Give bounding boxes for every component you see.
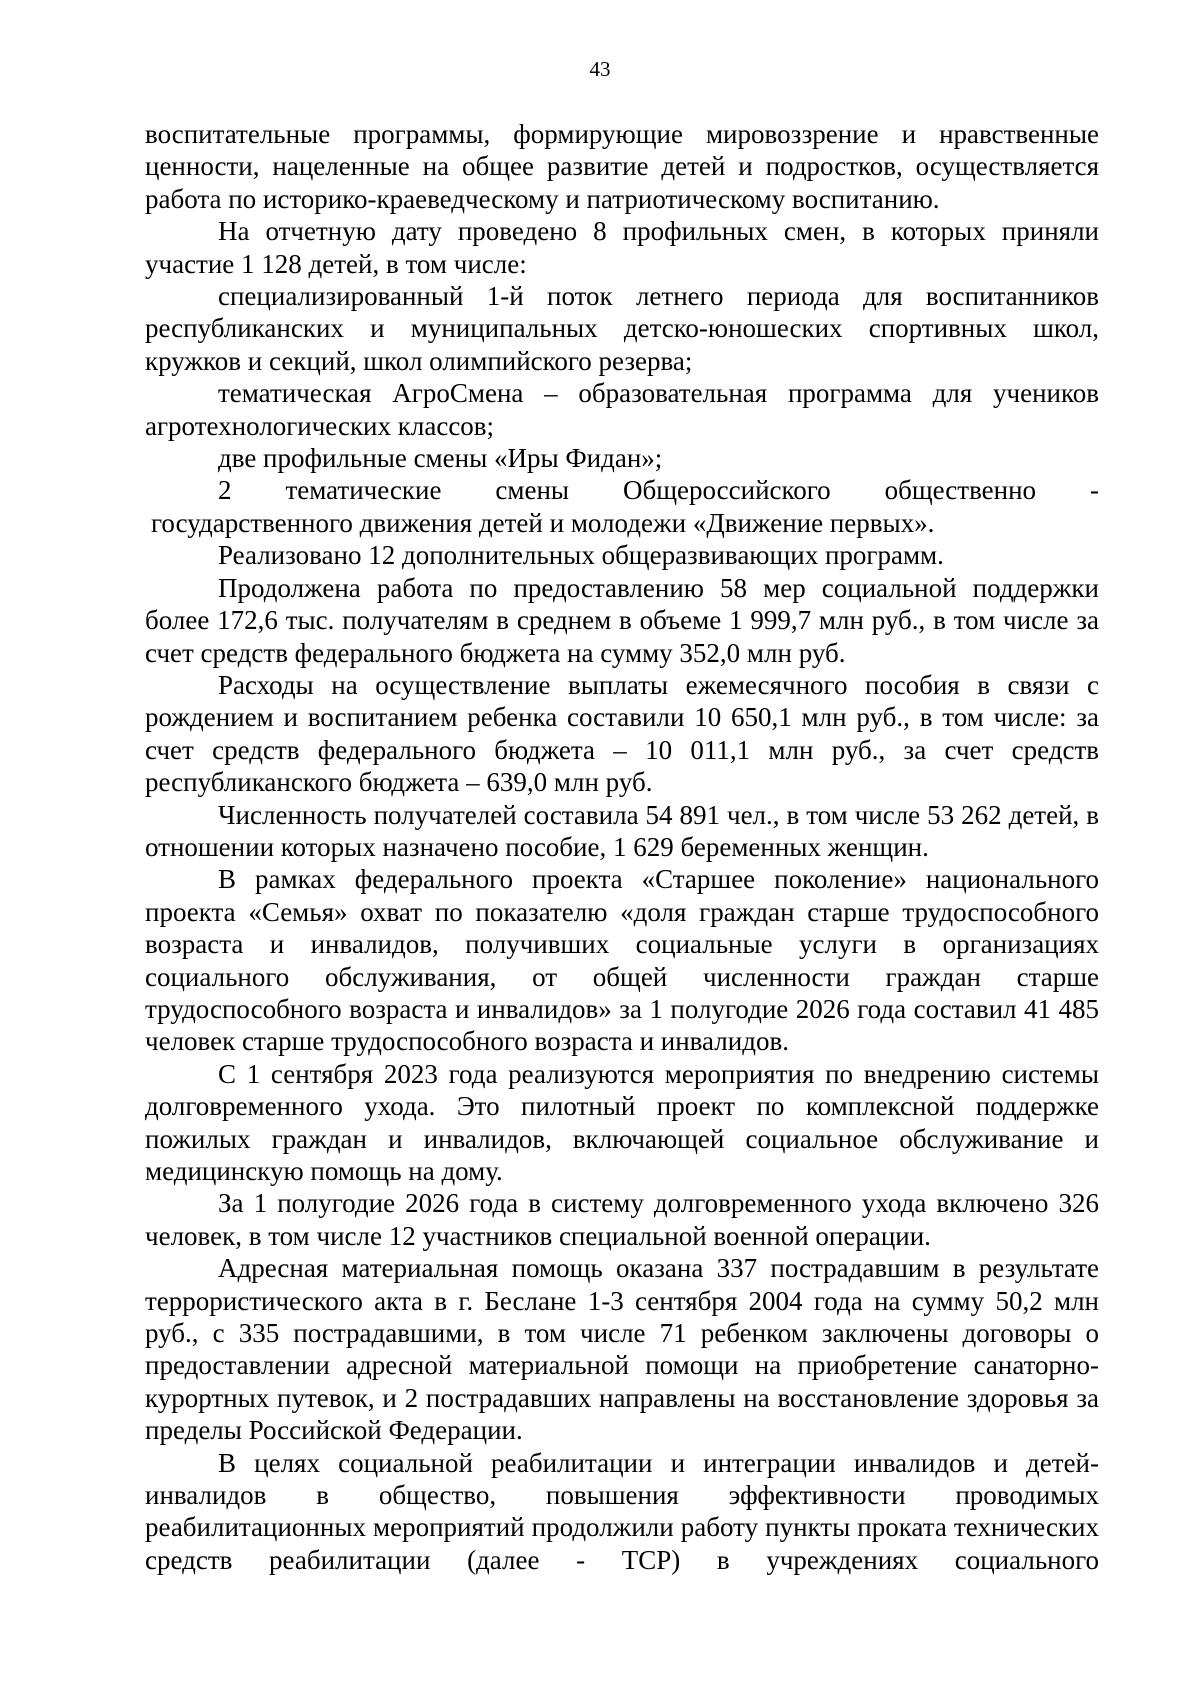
paragraph-shift-agro: тематическая АгроСмена – образовательная программа для учеников агротехнологических классов;	[145, 378, 1099, 441]
paragraph-recipients: Численность получателей составила 54 891 чел., в том числе 53 262 детей, в отношении которых назначено пособие, 1 629 беременных женщин.	[145, 799, 1099, 862]
paragraph-programs: Реализовано 12 дополнительных общеразвивающих программ.	[218, 540, 944, 571]
page-number: 43	[589, 57, 611, 81]
paragraph-long-term-care-count: За 1 полугодие 2026 года в систему долговременного ухода включено 326 человек, в том числе 12 участников специальной военной операции.	[145, 1188, 1099, 1251]
paragraph-shift-sport: специализированный 1-й поток летнего периода для воспитанников республиканских и муниципальных детско-юношеских спортивных школ, кружков и секций, школ олимпийского резерва;	[145, 281, 1099, 376]
paragraph-rehabilitation: В целях социальной реабилитации и интеграции инвалидов и детей-инвалидов в общество, повышения эффективности проводимых реабилитационных мероприятий продолжили работу пункты проката технических средств реабилитации (далее - ТСР) в учреждениях социального	[145, 1447, 1099, 1575]
paragraph-monthly-allowance: Расходы на осуществление выплаты ежемесячного пособия в связи с рождением и воспитанием ребенка составили 10 650,1 млн руб., в том числе: за счет средств федерального бюджета – 10 011,1 млн руб., за счет средств республиканского бюджета – 639,0 млн руб.	[145, 669, 1099, 798]
paragraph-shift-iry-fidan: две профильные смены «Иры Фидан»;	[218, 443, 663, 474]
paragraph-shift-dvizhenie-line2: государственного движения детей и молодежи «Движение первых».	[151, 507, 935, 538]
paragraph-profile-shifts: На отчетную дату проведено 8 профильных смен, в которых приняли участие 1 128 детей, в том числе:	[145, 216, 1099, 279]
paragraph-older-generation: В рамках федерального проекта «Старшее поколение» национального проекта «Семья» охват по показателю «доля граждан старше трудоспособного возраста и инвалидов, получивших социальные услуги в организациях социального обслуживания, от общей численности граждан старше трудоспособного возраста и инвалидов» за 1 полугодие 2026 года составил 41 485 человек старше трудоспособного возраста и инвалидов.	[145, 864, 1099, 1057]
paragraph-intro-continued: воспитательные программы, формирующие мировоззрение и нравственные ценности, нацеленные на общее развитие детей и подростков, осуществляется работа по историко-краеведческому и патриотическому воспитанию.	[145, 119, 1099, 214]
paragraph-long-term-care: С 1 сентября 2023 года реализуются мероприятия по внедрению системы долговременного ухода. Это пилотный проект по комплексной поддержке пожилых граждан и инвалидов, включающей социальное обслуживание и медицинскую помощь на дому.	[145, 1058, 1099, 1186]
document-body	[145, 118, 1099, 1576]
paragraph-beslan: Адресная материальная помощь оказана 337 пострадавшим в результате террористического акта в г. Беслане 1-3 сентября 2004 года на сумму 50,2 млн руб., с 335 пострадавшими, в том числе 71 ребенком заключены договоры о предоставлении адресной материальной помощи на приобретение санаторно-курортных путевок, и 2 пострадавших направлены на восстановление здоровья за пределы Российской Федерации.	[145, 1253, 1099, 1446]
paragraph-social-support: Продолжена работа по предоставлению 58 мер социальной поддержки более 172,6 тыс. получателям в среднем в объеме 1 999,7 млн руб., в том числе за счет средств федерального бюджета на сумму 352,0 млн руб.	[145, 572, 1099, 668]
paragraph-shift-dvizhenie-line1: 2 тематические смены Общероссийского общественно -	[218, 475, 1099, 506]
